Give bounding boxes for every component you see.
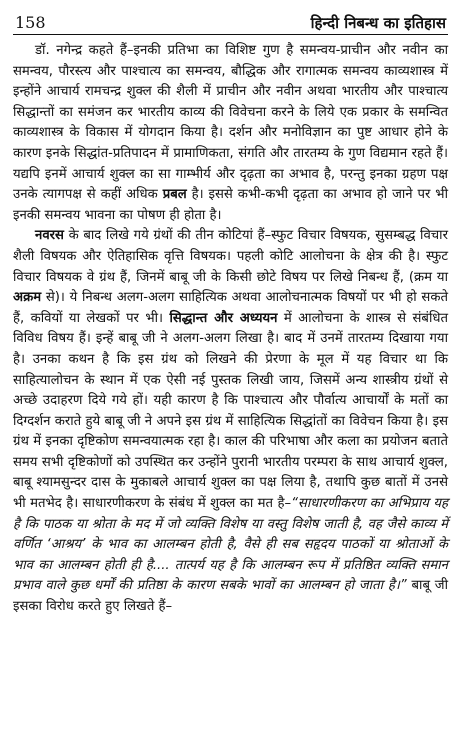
bold-word: अक्रम (13, 290, 42, 306)
bold-book-title: नवरस (35, 228, 64, 244)
page-body (13, 41, 448, 618)
page-number: 158 (15, 13, 46, 32)
paragraph-2 (13, 226, 448, 617)
text-run: बाबू जी इसका विरोध करते हुए लिखते हैं– (13, 578, 448, 615)
italic-quotation: “साधारणीकरण का अभिप्राय यह है कि पाठक या श्रोता के मद में जो व्यक्ति विशेष या वस्तु विशेष जाती है, वह जैसे काव्य में वर्णित ‘आश्रय’ के भाव का आलम्बन होती है, वैसे ही सब सहृदय पाठकों या श्रोताओं के भाव का आलम्बन होती ही है.... तात्पर्य यह है कि आलम्बन रूप में प्रतिष्ठित व्यक्ति समान प्रभाव वाले कुछ धर्मों की प्रतिष्ठा के कारण सबके भावों का आलम्बन हो जाता है।” (13, 496, 448, 594)
text-run: के बाद लिखे गये ग्रंथों की तीन कोटियां हैं–स्फुट विचार विषयक, सुसम्बद्ध विचार शैली विषयक और ऐतिहासिक वृत्ति विषयक। पहली कोटि आलोचना के क्षेत्र की है। स्फुट विचार विषयक वे ग्रंथ हैं, जिनमें बाबू जी के किसी छोटे विषय पर लिखे निबन्ध हैं, (क्रम या (13, 228, 448, 285)
page-header (13, 10, 448, 35)
text-run: से)। ये निबन्ध अलग-अलग साहित्यिक अथवा आलोचनात्मक विषयों पर भी हो सकते हैं, कवियों या लेखकों पर भी। (13, 290, 448, 326)
paragraph-1 (13, 41, 448, 226)
running-head: हिन्दी निबन्ध का इतिहास (310, 14, 446, 32)
text-run: में आलोचना के शास्त्र से संबंधित विविध विषय हैं। इन्हें बाबू जी ने अलग-अलग लिखा है। बाद में उनमें तारतम्य दिखाया गया है। उनका कथन है कि इस ग्रंथ को लिखने की प्रेरणा के मूल में यह विचार था कि साहित्यालोचन के स्थान में एक ऐसी नई पुस्तक लिखी जाय, जिसमें अन्य शास्त्रीय ग्रंथों से अच्छे उदाहरण दिये गये हों। यही कारण है कि पाश्चात्य और पौर्वात्य आचार्यों के मतों का दिग्दर्शन कराते हुये बाबू जी ने अपने इस ग्रंथ में साहित्यिक सिद्धांतों का विवेचन किया है। इस ग्रंथ में इनका दृष्टिकोण समन्वयात्मक रहा है। काल की परिभाषा और कला का प्रयोजन बताते समय सभी दृष्टिकोणों को उपस्थित कर उन्होंने पुरानी भारतीय परम्परा के साथ आचार्य शुक्ल, बाबू श्यामसुन्दर दास के मुकाबले आचार्य शुक्ल का पक्ष लिया है, तथापि कुछ बातों में उनसे भी मतभेद है। साधारणीकरण के संबंध में शुक्ल का मत है– (13, 310, 448, 512)
bold-book-title: सिद्धान्त और अध्ययन (169, 310, 278, 326)
text-run: डॉ. नगेन्द्र कहते हैं–इनकी प्रतिभा का विशिष्ट गुण है समन्वय-प्राचीन और नवीन का समन्वय, पौरस्त्य और पाश्चात्य का समन्वय, बौद्धिक और रागात्मक समन्वय काव्यशास्त्र में इन्होंने आचार्य रामचन्द्र शुक्ल की शैली में प्राचीन और नवीन अथवा भारतीय और पाश्चात्य सिद्धान्तों का समंजन कर भारतीय काव्य की विवेचना करने के लिये एक प्रकार के समन्वित काव्यशास्त्र के विकास में योगदान किया है। दर्शन और मनोविज्ञान का पुष्ट आधार होने के कारण इनके सिद्धांत-प्रतिपादन में प्रामाणिकता, संगति और तारतम्य के गुण विद्यमान रहते हैं। यद्यपि इनमें आचार्य शुक्ल का सा गाम्भीर्य और दृढ़ता का अभाव है, परन्तु इनका ग्रहण पक्ष उनके त्यागपक्ष से कहीं अधिक (13, 43, 448, 203)
text-run: है। इससे कभी-कभी दृढ़ता का अभाव हो जाने पर भी इनकी समन्वय भावना का पोषण ही होता है। (13, 187, 448, 223)
bold-word: प्रबल (162, 187, 187, 203)
